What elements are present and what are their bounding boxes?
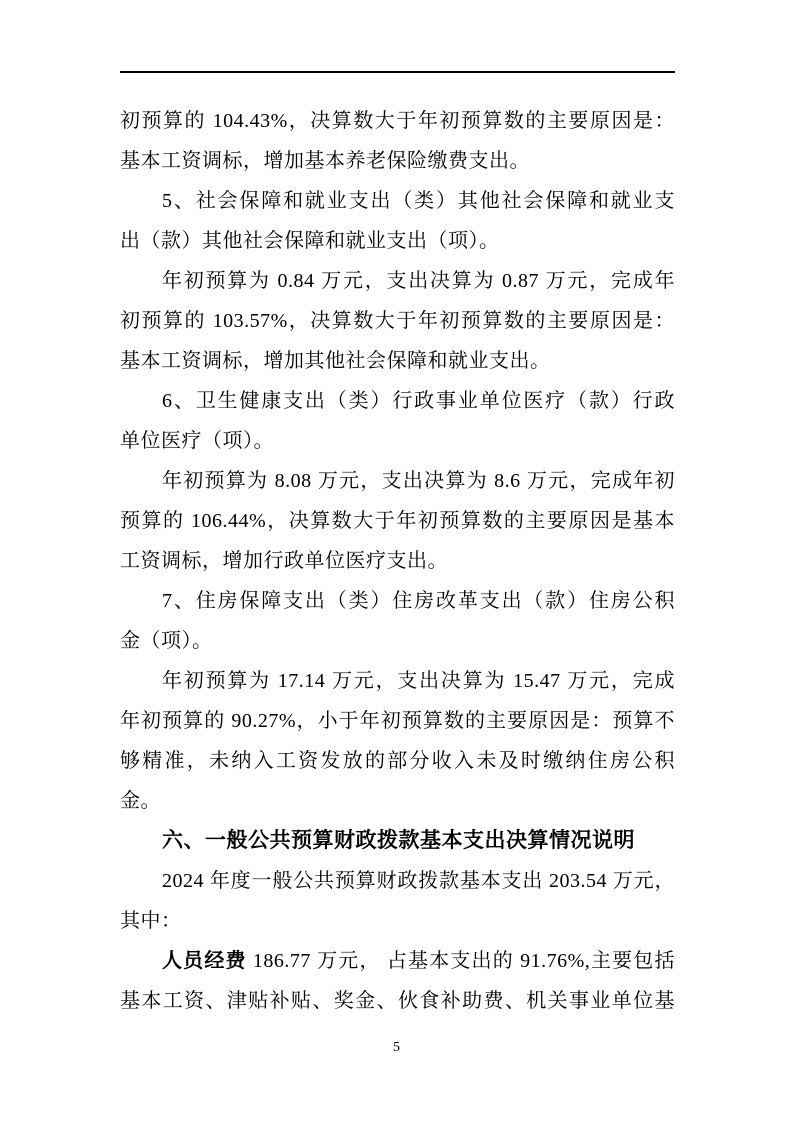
text-line: 人员经费 186.77 万元， 占基本支出的 91.76%,主要包括 — [162, 950, 675, 972]
text-line: 5、社会保障和就业支出（类）其他社会保障和就业支 — [162, 190, 675, 212]
text-line: 年初预算为 8.08 万元，支出决算为 8.6 万元，完成年初 — [162, 470, 675, 492]
text-line: 够精准，未纳入工资发放的部分收入未及时缴纳住房公积 — [120, 750, 675, 772]
text-line: 单位医疗（项）。 — [120, 430, 274, 452]
text-line: 2024 年度一般公共预算财政拨款基本支出 203.54 万元， — [162, 870, 675, 892]
text-line: 出（款）其他社会保障和就业支出（项）。 — [120, 230, 500, 252]
text-line: 年初预算为 0.84 万元，支出决算为 0.87 万元，完成年 — [162, 270, 675, 292]
text-line: 基本工资调标，增加其他社会保障和就业支出。 — [120, 350, 551, 372]
text-line: 6、卫生健康支出（类）行政事业单位医疗（款）行政 — [162, 390, 675, 412]
text-line: 初预算的 103.57%，决算数大于年初预算数的主要原因是： — [120, 310, 675, 332]
section-heading: 六、一般公共预算财政拨款基本支出决算情况说明 — [162, 829, 635, 852]
text-line: 金。 — [120, 790, 161, 812]
text-line: 7、住房保障支出（类）住房改革支出（款）住房公积 — [162, 590, 675, 612]
text-line: 年初预算的 90.27%，小于年初预算数的主要原因是：预算不 — [120, 710, 675, 732]
text-line: 工资调标，增加行政单位医疗支出。 — [120, 550, 448, 572]
bold-term: 人员经费 — [162, 950, 247, 972]
document-body — [120, 101, 675, 1021]
page-footer — [0, 1038, 793, 1058]
text-line: 年初预算为 17.14 万元，支出决算为 15.47 万元，完成 — [162, 670, 675, 692]
text-line: 其中： — [120, 910, 182, 932]
text-line: 初预算的 104.43%，决算数大于年初预算数的主要原因是： — [120, 110, 675, 132]
text-line: 基本工资、津贴补贴、奖金、伙食补助费、机关事业单位基 — [120, 990, 675, 1012]
page-number: 5 — [393, 1040, 400, 1055]
text-line: 预算的 106.44%，决算数大于年初预算数的主要原因是基本 — [120, 510, 675, 532]
text-line: 金（项）。 — [120, 630, 213, 652]
header-rule — [120, 71, 675, 73]
text-line: 基本工资调标，增加基本养老保险缴费支出。 — [120, 150, 530, 172]
